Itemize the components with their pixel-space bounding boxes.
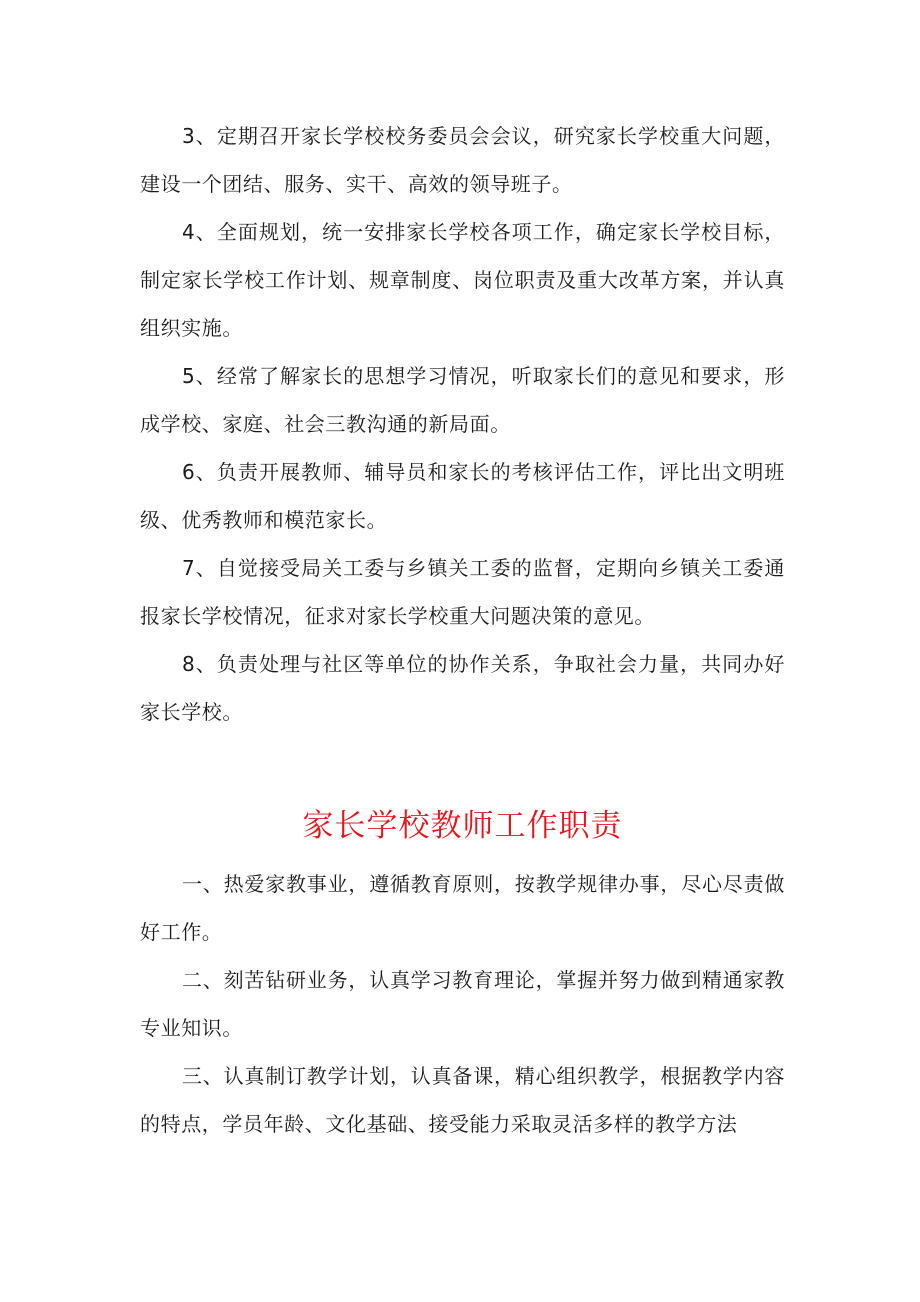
duty-item-4: 4、全面规划，统一安排家长学校各项工作，确定家长学校目标，制定家长学校工作计划、规章制度、岗位职责及重大改革方案，并认真组织实施。 (140, 220, 785, 340)
duty-item-3: 3、定期召开家长学校校务委员会会议，研究家长学校重大问题，建设一个团结、服务、实干、高效的领导班子。 (140, 124, 785, 196)
teacher-duties-section (140, 860, 785, 1148)
section-title: 家长学校教师工作职责 (302, 808, 623, 844)
document-page (140, 112, 785, 1136)
teacher-duty-1: 一、热爱家教事业，遵循教育原则，按教学规律办事，尽心尽责做好工作。 (140, 872, 785, 944)
duty-item-5: 5、经常了解家长的思想学习情况，听取家长们的意见和要求，形成学校、家庭、社会三教沟通的新局面。 (140, 364, 785, 436)
teacher-duty-2: 二、刻苦钻研业务，认真学习教育理论，掌握并努力做到精通家教专业知识。 (140, 968, 785, 1040)
duty-item-8: 8、负责处理与社区等单位的协作关系，争取社会力量，共同办好家长学校。 (140, 652, 785, 724)
duty-item-7: 7、自觉接受局关工委与乡镇关工委的监督，定期向乡镇关工委通报家长学校情况，征求对家长学校重大问题决策的意见。 (140, 556, 785, 628)
teacher-duty-3: 三、认真制订教学计划，认真备课，精心组织教学，根据教学内容的特点，学员年龄、文化基础、接受能力采取灵活多样的教学方法 (140, 1064, 785, 1136)
duties-list-section (140, 112, 785, 736)
duty-item-6: 6、负责开展教师、辅导员和家长的考核评估工作，评比出文明班级、优秀教师和模范家长。 (140, 460, 785, 532)
